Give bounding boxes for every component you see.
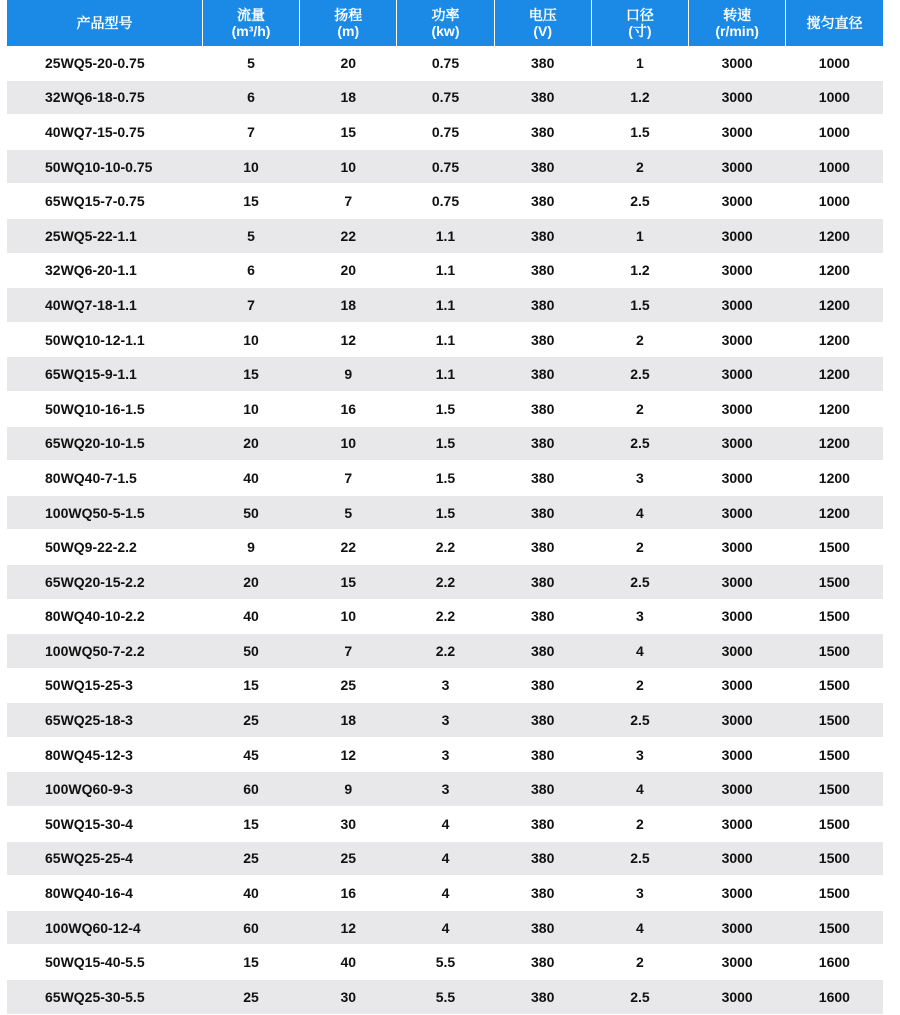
- table-row: [7, 426, 883, 461]
- cell-caliber: 3: [591, 461, 688, 496]
- cell-voltage: 380: [494, 495, 591, 530]
- cell-power: 2.2: [397, 530, 494, 565]
- cell-stir-diameter: 1600: [786, 945, 883, 980]
- cell-stir-diameter: 1000: [786, 80, 883, 115]
- cell-voltage: 380: [494, 426, 591, 461]
- cell-head: 9: [300, 772, 397, 807]
- cell-power: 3: [397, 703, 494, 738]
- cell-power: 0.75: [397, 149, 494, 184]
- cell-caliber: 2.5: [591, 841, 688, 876]
- cell-head: 16: [300, 391, 397, 426]
- cell-caliber: 2: [591, 807, 688, 842]
- cell-stir-diameter: 1600: [786, 980, 883, 1015]
- header-flow: 流量 (m³/h): [202, 0, 299, 46]
- cell-stir-diameter: 1200: [786, 322, 883, 357]
- cell-flow: 9: [202, 530, 299, 565]
- cell-caliber: 1.5: [591, 288, 688, 323]
- cell-stir-diameter: 1000: [786, 149, 883, 184]
- cell-speed: 3000: [689, 772, 786, 807]
- cell-model: 100WQ60-9-3: [7, 772, 202, 807]
- cell-power: 2.2: [397, 634, 494, 669]
- cell-flow: 10: [202, 149, 299, 184]
- cell-voltage: 380: [494, 703, 591, 738]
- cell-model: 50WQ10-10-0.75: [7, 149, 202, 184]
- cell-voltage: 380: [494, 80, 591, 115]
- cell-head: 12: [300, 910, 397, 945]
- cell-stir-diameter: 1500: [786, 772, 883, 807]
- table-row: [7, 495, 883, 530]
- cell-voltage: 380: [494, 737, 591, 772]
- cell-voltage: 380: [494, 46, 591, 80]
- cell-speed: 3000: [689, 599, 786, 634]
- cell-stir-diameter: 1500: [786, 841, 883, 876]
- cell-power: 1.5: [397, 426, 494, 461]
- cell-model: 100WQ50-5-1.5: [7, 495, 202, 530]
- cell-caliber: 2: [591, 322, 688, 357]
- cell-speed: 3000: [689, 841, 786, 876]
- cell-caliber: 1.2: [591, 253, 688, 288]
- cell-flow: 60: [202, 910, 299, 945]
- table-row: [7, 218, 883, 253]
- table-row: [7, 599, 883, 634]
- cell-speed: 3000: [689, 322, 786, 357]
- cell-voltage: 380: [494, 945, 591, 980]
- cell-flow: 15: [202, 807, 299, 842]
- cell-flow: 6: [202, 80, 299, 115]
- cell-speed: 3000: [689, 564, 786, 599]
- cell-model: 65WQ25-30-5.5: [7, 980, 202, 1015]
- cell-flow: 40: [202, 599, 299, 634]
- cell-stir-diameter: 1500: [786, 910, 883, 945]
- cell-flow: 60: [202, 772, 299, 807]
- cell-voltage: 380: [494, 876, 591, 911]
- header-voltage: 电压 (V): [494, 0, 591, 46]
- cell-voltage: 380: [494, 253, 591, 288]
- cell-caliber: 2.5: [591, 564, 688, 599]
- cell-caliber: 2: [591, 149, 688, 184]
- cell-model: 80WQ40-10-2.2: [7, 599, 202, 634]
- table-row: [7, 945, 883, 980]
- table-row: [7, 980, 883, 1015]
- cell-model: 65WQ15-7-0.75: [7, 184, 202, 219]
- cell-model: 100WQ50-7-2.2: [7, 634, 202, 669]
- table-row: [7, 80, 883, 115]
- cell-voltage: 380: [494, 599, 591, 634]
- cell-stir-diameter: 1000: [786, 46, 883, 80]
- table-row: [7, 184, 883, 219]
- cell-power: 1.1: [397, 288, 494, 323]
- table-body: [7, 46, 883, 1014]
- cell-speed: 3000: [689, 980, 786, 1015]
- cell-model: 65WQ15-9-1.1: [7, 357, 202, 392]
- cell-caliber: 1.5: [591, 115, 688, 150]
- cell-power: 0.75: [397, 115, 494, 150]
- cell-power: 2.2: [397, 599, 494, 634]
- cell-flow: 10: [202, 322, 299, 357]
- cell-speed: 3000: [689, 495, 786, 530]
- table-row: [7, 46, 883, 80]
- cell-voltage: 380: [494, 772, 591, 807]
- cell-caliber: 4: [591, 772, 688, 807]
- cell-speed: 3000: [689, 218, 786, 253]
- cell-power: 0.75: [397, 80, 494, 115]
- spec-table-container: [7, 0, 883, 1015]
- cell-model: 32WQ6-18-0.75: [7, 80, 202, 115]
- cell-voltage: 380: [494, 115, 591, 150]
- table-row: [7, 115, 883, 150]
- table-row: [7, 253, 883, 288]
- cell-voltage: 380: [494, 461, 591, 496]
- cell-head: 7: [300, 184, 397, 219]
- table-row: [7, 910, 883, 945]
- cell-head: 10: [300, 599, 397, 634]
- cell-head: 20: [300, 46, 397, 80]
- cell-flow: 15: [202, 184, 299, 219]
- cell-power: 5.5: [397, 945, 494, 980]
- cell-head: 12: [300, 737, 397, 772]
- cell-speed: 3000: [689, 876, 786, 911]
- cell-caliber: 2: [591, 945, 688, 980]
- cell-stir-diameter: 1500: [786, 703, 883, 738]
- cell-stir-diameter: 1200: [786, 426, 883, 461]
- cell-power: 1.1: [397, 322, 494, 357]
- cell-model: 50WQ9-22-2.2: [7, 530, 202, 565]
- cell-power: 3: [397, 668, 494, 703]
- cell-voltage: 380: [494, 391, 591, 426]
- cell-caliber: 2.5: [591, 357, 688, 392]
- cell-voltage: 380: [494, 841, 591, 876]
- cell-head: 16: [300, 876, 397, 911]
- cell-stir-diameter: 1200: [786, 288, 883, 323]
- header-speed: 转速 (r/min): [689, 0, 786, 46]
- cell-power: 3: [397, 737, 494, 772]
- table-row: [7, 149, 883, 184]
- cell-voltage: 380: [494, 980, 591, 1015]
- cell-voltage: 380: [494, 149, 591, 184]
- cell-flow: 25: [202, 841, 299, 876]
- cell-head: 15: [300, 115, 397, 150]
- cell-head: 20: [300, 253, 397, 288]
- cell-speed: 3000: [689, 737, 786, 772]
- cell-head: 30: [300, 980, 397, 1015]
- cell-stir-diameter: 1000: [786, 184, 883, 219]
- cell-model: 32WQ6-20-1.1: [7, 253, 202, 288]
- cell-flow: 6: [202, 253, 299, 288]
- cell-speed: 3000: [689, 634, 786, 669]
- table-row: [7, 357, 883, 392]
- cell-model: 40WQ7-15-0.75: [7, 115, 202, 150]
- table-row: [7, 772, 883, 807]
- cell-voltage: 380: [494, 530, 591, 565]
- cell-voltage: 380: [494, 564, 591, 599]
- cell-power: 1.5: [397, 461, 494, 496]
- cell-flow: 7: [202, 115, 299, 150]
- pump-spec-table: [7, 0, 883, 1015]
- cell-flow: 10: [202, 391, 299, 426]
- cell-model: 65WQ20-10-1.5: [7, 426, 202, 461]
- cell-stir-diameter: 1200: [786, 357, 883, 392]
- cell-model: 50WQ15-25-3: [7, 668, 202, 703]
- cell-speed: 3000: [689, 910, 786, 945]
- cell-stir-diameter: 1200: [786, 253, 883, 288]
- cell-caliber: 2.5: [591, 980, 688, 1015]
- cell-voltage: 380: [494, 807, 591, 842]
- cell-stir-diameter: 1200: [786, 461, 883, 496]
- cell-caliber: 3: [591, 876, 688, 911]
- cell-model: 50WQ10-12-1.1: [7, 322, 202, 357]
- cell-caliber: 2.5: [591, 184, 688, 219]
- cell-head: 9: [300, 357, 397, 392]
- cell-stir-diameter: 1200: [786, 391, 883, 426]
- cell-flow: 7: [202, 288, 299, 323]
- table-row: [7, 841, 883, 876]
- table-header: [7, 0, 883, 46]
- cell-power: 4: [397, 807, 494, 842]
- cell-model: 40WQ7-18-1.1: [7, 288, 202, 323]
- cell-caliber: 4: [591, 495, 688, 530]
- cell-flow: 5: [202, 218, 299, 253]
- cell-speed: 3000: [689, 253, 786, 288]
- table-row: [7, 288, 883, 323]
- table-row: [7, 564, 883, 599]
- cell-speed: 3000: [689, 530, 786, 565]
- cell-head: 25: [300, 668, 397, 703]
- cell-head: 5: [300, 495, 397, 530]
- cell-power: 1.1: [397, 253, 494, 288]
- cell-speed: 3000: [689, 391, 786, 426]
- table-row: [7, 668, 883, 703]
- cell-speed: 3000: [689, 288, 786, 323]
- table-row: [7, 461, 883, 496]
- cell-caliber: 3: [591, 737, 688, 772]
- cell-head: 22: [300, 218, 397, 253]
- cell-caliber: 1: [591, 46, 688, 80]
- header-caliber: 口径 (寸): [591, 0, 688, 46]
- cell-model: 80WQ45-12-3: [7, 737, 202, 772]
- cell-head: 10: [300, 426, 397, 461]
- cell-model: 80WQ40-7-1.5: [7, 461, 202, 496]
- cell-model: 25WQ5-22-1.1: [7, 218, 202, 253]
- cell-head: 18: [300, 703, 397, 738]
- cell-caliber: 2.5: [591, 426, 688, 461]
- table-row: [7, 634, 883, 669]
- header-head: 扬程 (m): [300, 0, 397, 46]
- cell-speed: 3000: [689, 184, 786, 219]
- cell-head: 30: [300, 807, 397, 842]
- cell-model: 65WQ25-25-4: [7, 841, 202, 876]
- cell-power: 1.1: [397, 357, 494, 392]
- table-row: [7, 737, 883, 772]
- cell-flow: 45: [202, 737, 299, 772]
- cell-voltage: 380: [494, 910, 591, 945]
- cell-speed: 3000: [689, 357, 786, 392]
- cell-stir-diameter: 1200: [786, 495, 883, 530]
- cell-power: 1.5: [397, 495, 494, 530]
- cell-voltage: 380: [494, 634, 591, 669]
- cell-caliber: 1.2: [591, 80, 688, 115]
- table-row: [7, 530, 883, 565]
- cell-voltage: 380: [494, 288, 591, 323]
- cell-flow: 50: [202, 495, 299, 530]
- cell-head: 7: [300, 634, 397, 669]
- cell-stir-diameter: 1500: [786, 530, 883, 565]
- cell-head: 22: [300, 530, 397, 565]
- cell-power: 1.1: [397, 218, 494, 253]
- cell-stir-diameter: 1000: [786, 115, 883, 150]
- cell-stir-diameter: 1500: [786, 807, 883, 842]
- table-row: [7, 391, 883, 426]
- cell-caliber: 1: [591, 218, 688, 253]
- cell-head: 18: [300, 80, 397, 115]
- cell-flow: 15: [202, 945, 299, 980]
- cell-stir-diameter: 1500: [786, 599, 883, 634]
- cell-model: 50WQ15-30-4: [7, 807, 202, 842]
- cell-flow: 25: [202, 980, 299, 1015]
- cell-voltage: 380: [494, 668, 591, 703]
- cell-model: 65WQ20-15-2.2: [7, 564, 202, 599]
- cell-flow: 20: [202, 426, 299, 461]
- cell-voltage: 380: [494, 357, 591, 392]
- cell-head: 18: [300, 288, 397, 323]
- cell-head: 10: [300, 149, 397, 184]
- cell-speed: 3000: [689, 426, 786, 461]
- cell-voltage: 380: [494, 322, 591, 357]
- cell-speed: 3000: [689, 807, 786, 842]
- cell-model: 80WQ40-16-4: [7, 876, 202, 911]
- cell-power: 4: [397, 910, 494, 945]
- cell-flow: 40: [202, 876, 299, 911]
- cell-stir-diameter: 1500: [786, 876, 883, 911]
- table-row: [7, 322, 883, 357]
- header-model: 产品型号: [7, 0, 202, 46]
- cell-flow: 5: [202, 46, 299, 80]
- cell-power: 5.5: [397, 980, 494, 1015]
- cell-model: 100WQ60-12-4: [7, 910, 202, 945]
- cell-voltage: 380: [494, 184, 591, 219]
- cell-power: 3: [397, 772, 494, 807]
- cell-power: 0.75: [397, 46, 494, 80]
- cell-power: 0.75: [397, 184, 494, 219]
- cell-caliber: 4: [591, 634, 688, 669]
- cell-flow: 15: [202, 357, 299, 392]
- cell-power: 2.2: [397, 564, 494, 599]
- cell-stir-diameter: 1500: [786, 564, 883, 599]
- cell-caliber: 2: [591, 391, 688, 426]
- cell-head: 15: [300, 564, 397, 599]
- cell-caliber: 2: [591, 530, 688, 565]
- cell-power: 4: [397, 841, 494, 876]
- cell-stir-diameter: 1500: [786, 634, 883, 669]
- cell-model: 50WQ15-40-5.5: [7, 945, 202, 980]
- cell-model: 25WQ5-20-0.75: [7, 46, 202, 80]
- cell-flow: 25: [202, 703, 299, 738]
- cell-caliber: 2: [591, 668, 688, 703]
- cell-speed: 3000: [689, 703, 786, 738]
- cell-power: 1.5: [397, 391, 494, 426]
- cell-model: 65WQ25-18-3: [7, 703, 202, 738]
- cell-flow: 20: [202, 564, 299, 599]
- header-stir-diameter: 搅匀直径: [786, 0, 883, 46]
- header-row: [7, 0, 883, 46]
- table-row: [7, 807, 883, 842]
- cell-power: 4: [397, 876, 494, 911]
- cell-speed: 3000: [689, 461, 786, 496]
- cell-stir-diameter: 1500: [786, 737, 883, 772]
- cell-speed: 3000: [689, 149, 786, 184]
- cell-flow: 15: [202, 668, 299, 703]
- cell-speed: 3000: [689, 668, 786, 703]
- cell-stir-diameter: 1500: [786, 668, 883, 703]
- cell-voltage: 380: [494, 218, 591, 253]
- header-power: 功率 (kw): [397, 0, 494, 46]
- cell-model: 50WQ10-16-1.5: [7, 391, 202, 426]
- table-row: [7, 703, 883, 738]
- cell-stir-diameter: 1200: [786, 218, 883, 253]
- cell-head: 7: [300, 461, 397, 496]
- cell-head: 25: [300, 841, 397, 876]
- cell-caliber: 3: [591, 599, 688, 634]
- cell-flow: 50: [202, 634, 299, 669]
- cell-flow: 40: [202, 461, 299, 496]
- cell-caliber: 2.5: [591, 703, 688, 738]
- cell-speed: 3000: [689, 46, 786, 80]
- cell-speed: 3000: [689, 115, 786, 150]
- cell-speed: 3000: [689, 80, 786, 115]
- cell-head: 40: [300, 945, 397, 980]
- cell-speed: 3000: [689, 945, 786, 980]
- cell-head: 12: [300, 322, 397, 357]
- cell-caliber: 4: [591, 910, 688, 945]
- table-row: [7, 876, 883, 911]
